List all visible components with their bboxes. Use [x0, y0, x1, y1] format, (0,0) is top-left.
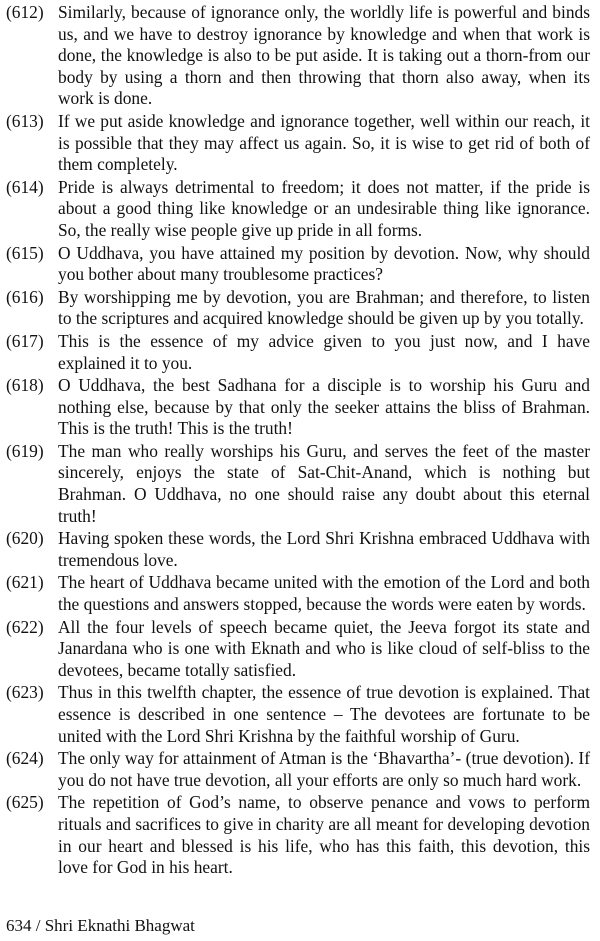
verse-text: This is the essence of my advice given to you just now, and I have explained it to you.: [58, 330, 590, 373]
verse-number: (622): [6, 616, 44, 637]
verse-625: [6, 792, 590, 878]
verse-text: O Uddhava, the best Sadhana for a disciple is to worship his Guru and nothing else, because by that only the seeker attains the bliss of Brahman. This is the truth! This is the truth!: [58, 375, 590, 439]
verse-number: (614): [6, 176, 44, 197]
verse-number: (616): [6, 286, 44, 307]
verse-number: (619): [6, 440, 44, 461]
verse-615: [6, 243, 590, 286]
verse-622: [6, 617, 590, 682]
verse-text: By worshipping me by devotion, you are Brahman; and therefore, to listen to the scriptures and acquired knowledge should be given up by you totally.: [58, 286, 590, 329]
verse-624: [6, 748, 590, 791]
verse-619: [6, 441, 590, 527]
verse-number: (617): [6, 330, 44, 351]
verse-text: Having spoken these words, the Lord Shri Krishna embraced Uddhava with tremendous love.: [58, 528, 590, 570]
verse-621: [6, 572, 590, 615]
verse-614: [6, 177, 590, 242]
verse-612: [6, 2, 590, 110]
verse-616: [6, 287, 590, 330]
verse-text: The repetition of God’s name, to observe penance and vows to perform rituals and sacrifices to give in charity are all meant for developing devotion in our heart and blessed is his life, who has this faith, this devotion, this love for God in his heart.: [58, 792, 590, 878]
verse-number: (625): [6, 792, 44, 813]
verse-number: (615): [6, 242, 44, 263]
verse-number: (621): [6, 572, 44, 593]
verse-text: The heart of Uddhava became united with the emotion of the Lord and both the questions and answers stopped, because the words were eaten by words.: [58, 572, 590, 615]
verse-623: [6, 682, 590, 747]
verse-text: If we put aside knowledge and ignorance together, well within our reach, it is possible that they may affect us again. So, it is wise to get rid of both of them completely.: [58, 110, 590, 175]
verse-613: [6, 111, 590, 176]
verse-number: (623): [6, 682, 44, 703]
verse-number: (620): [6, 528, 44, 549]
verse-number: (613): [6, 110, 44, 131]
page-footer: 634 / Shri Eknathi Bhagwat: [6, 916, 195, 935]
verse-text: Similarly, because of ignorance only, the worldly life is powerful and binds us, and we have to destroy ignorance by knowledge and when that work is done, the knowledge is also to be put aside. It is taking out a thorn-from our body by using a thorn and then throwing that thorn also away, when its work is done.: [58, 2, 590, 109]
verse-list: [6, 2, 590, 879]
verse-text: O Uddhava, you have attained my position by devotion. Now, why should you bother about many troublesome practices?: [58, 242, 590, 285]
verse-number: (618): [6, 375, 44, 396]
verse-text: The only way for attainment of Atman is the ‘Bhavartha’- (true devotion). If you do not have true devotion, all your efforts are only so much hard work.: [58, 748, 590, 790]
verse-number: (612): [6, 2, 44, 22]
verse-text: The man who really worships his Guru, and serves the feet of the master sincerely, enjoys the state of Sat-Chit-Anand, which is nothing but Brahman. O Uddhava, no one should raise any doubt about this eternal truth!: [58, 440, 590, 526]
verse-text: Thus in this twelfth chapter, the essence of true devotion is explained. That essence is described in one sentence – The devotees are fortunate to be united with the Lord Shri Krishna by the faithful worship of Guru.: [58, 682, 590, 746]
verse-text: Pride is always detrimental to freedom; it does not matter, if the pride is about a good thing like knowledge or an undesirable thing like ignorance. So, the really wise people give up pride in all forms.: [58, 176, 590, 240]
verse-618: [6, 375, 590, 440]
verse-617: [6, 331, 590, 374]
verse-620: [6, 528, 590, 571]
verse-text: All the four levels of speech became quiet, the Jeeva forgot its state and Janardana who is one with Eknath and who is like cloud of self-bliss to the devotees, became totally satisfied.: [58, 616, 590, 680]
verse-number: (624): [6, 748, 44, 769]
